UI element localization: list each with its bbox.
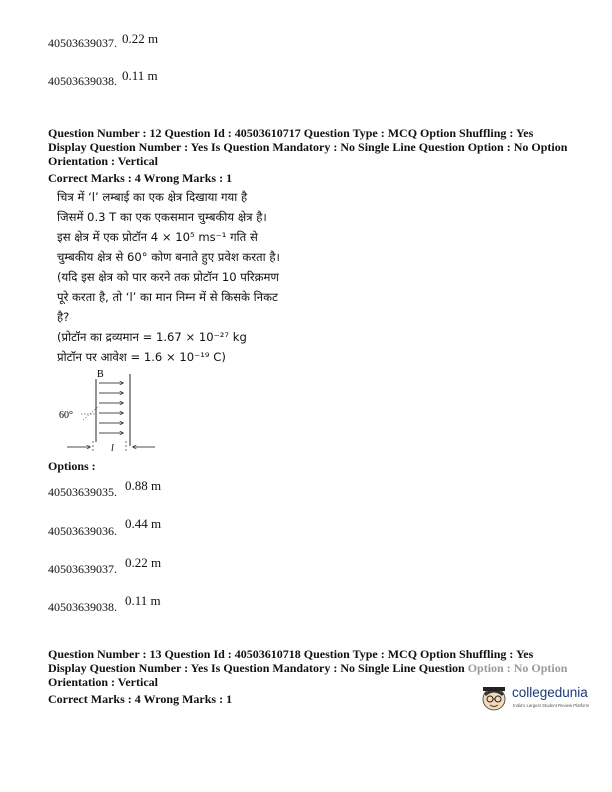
collegedunia-logo — [476, 683, 596, 715]
brand-name: collegedunia — [512, 685, 588, 700]
question-line: जिसमें 0.3 T का एक एकसमान चुम्बकीय क्षेत्र है। — [57, 210, 267, 224]
options-heading: Options : — [48, 459, 96, 473]
question-line: चुम्बकीय क्षेत्र से 60° कोण बनाते हुए प्रवेश करता है। — [57, 250, 280, 264]
angle-label: 60° — [59, 410, 73, 421]
question-line: है? — [57, 310, 70, 324]
mascot-icon — [480, 684, 508, 712]
q12-meta-line1: Question Number : 12 Question Id : 40503610717 Question Type : MCQ Option Shuffling : Yes — [48, 126, 534, 140]
option-id: 40503639038. — [48, 74, 117, 88]
b-field-label: B — [97, 369, 104, 380]
option-id: 40503639036. — [48, 524, 117, 538]
question-line: (प्रोटॉन का द्रव्यमान = 1.67 × 10⁻²⁷ kg — [57, 330, 247, 344]
q12-meta-line3: Orientation : Vertical — [48, 154, 158, 168]
option-value: 0.11 m — [125, 593, 161, 608]
option-value: 0.44 m — [125, 516, 162, 531]
q13-meta-line2 — [48, 661, 567, 675]
q13-meta-line1: Question Number : 13 Question Id : 40503610718 Question Type : MCQ Option Shuffling : Yes — [48, 647, 534, 661]
option-value: 0.22 m — [122, 31, 159, 46]
option-id: 40503639038. — [48, 600, 117, 614]
q13-marks: Correct Marks : 4 Wrong Marks : 1 — [48, 692, 233, 706]
q13-meta-line2-faded: Option : No Option — [467, 661, 568, 675]
magnetic-field-figure — [55, 366, 165, 456]
question-line: पूरे करता है, तो ‘l’ का मान निम्न में से किसके निकट — [57, 290, 278, 304]
q13-meta-line2-main: Display Question Number : Yes Is Question Mandatory : No Single Line Question — [48, 661, 468, 675]
question-line: प्रोटॉन पर आवेश = 1.6 × 10⁻¹⁹ C) — [57, 350, 226, 364]
q12-marks: Correct Marks : 4 Wrong Marks : 1 — [48, 171, 233, 185]
option-id: 40503639037. — [48, 36, 117, 50]
q12-question-text — [57, 187, 307, 367]
option-value: 0.88 m — [125, 478, 162, 493]
length-label: l — [111, 443, 114, 454]
option-value: 0.11 m — [122, 68, 158, 83]
question-line: (यदि इस क्षेत्र को पार करने तक प्रोटॉन 10 परिक्रमण — [57, 270, 279, 284]
option-id: 40503639037. — [48, 562, 117, 576]
question-line: चित्र में ‘l’ लम्बाई का एक क्षेत्र दिखाया गया है — [57, 190, 248, 204]
q13-meta-line3: Orientation : Vertical — [48, 675, 158, 689]
q12-meta-line2: Display Question Number : Yes Is Question Mandatory : No Single Line Question Option : No Option — [48, 140, 568, 154]
brand-tagline: India's Largest Student Review Platform — [513, 703, 590, 708]
option-value: 0.22 m — [125, 555, 162, 570]
option-id: 40503639035. — [48, 485, 117, 499]
field-arrows — [99, 383, 123, 433]
question-line: इस क्षेत्र में एक प्रोटॉन 4 × 10⁵ ms⁻¹ गति से — [57, 230, 258, 244]
